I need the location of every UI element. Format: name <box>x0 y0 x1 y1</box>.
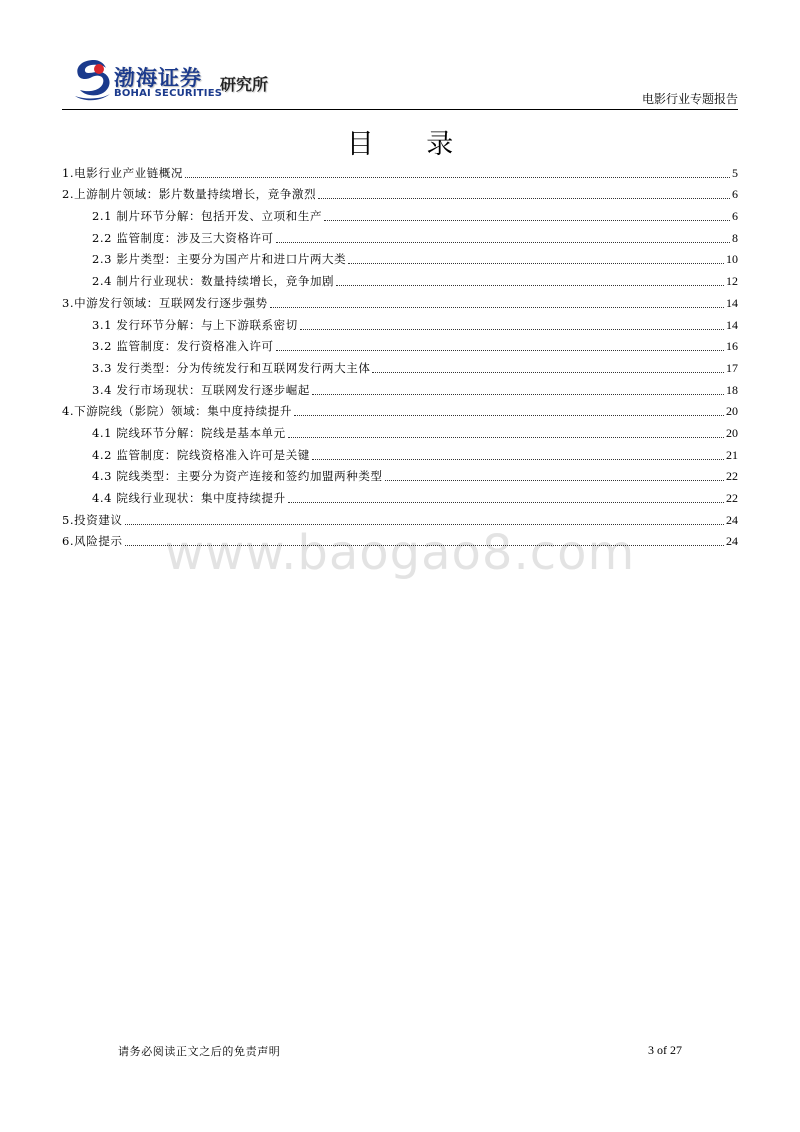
toc-entry[interactable] <box>62 159 738 181</box>
toc-entry[interactable] <box>62 441 738 463</box>
toc-dot-leader <box>348 263 724 264</box>
toc-entry-label: 1.电影行业产业链概况 <box>62 165 184 180</box>
toc-dot-leader <box>276 242 730 243</box>
toc-entry[interactable] <box>62 246 738 268</box>
toc-dot-leader <box>312 394 724 395</box>
toc-entry-label: 5.投资建议 <box>62 512 123 527</box>
toc-entry-label: 2.4 制片行业现状：数量持续增长，竞争加剧 <box>92 274 335 289</box>
toc-entry-label: 4.1 院线环节分解：院线是基本单元 <box>92 425 286 440</box>
toc-entry[interactable] <box>62 181 738 203</box>
toc-dot-leader <box>185 177 730 178</box>
toc-entry-page: 24 <box>726 534 738 549</box>
toc-entry-label: 3.2 监管制度：发行资格准入许可 <box>92 339 274 354</box>
toc-entry-page: 14 <box>726 317 738 332</box>
toc-entry[interactable] <box>62 224 738 246</box>
toc-dot-leader <box>288 437 724 438</box>
toc-entry-page: 18 <box>726 382 738 397</box>
toc-entry-page: 16 <box>726 339 738 354</box>
toc-dot-leader <box>288 502 724 503</box>
toc-title: 目 录 <box>346 129 476 160</box>
toc-entry[interactable] <box>62 311 738 333</box>
toc-entry[interactable] <box>62 289 738 311</box>
brand-name-cn: 渤海证券 <box>114 66 202 90</box>
institute-name: 研究所 <box>220 75 269 94</box>
toc-dot-leader <box>318 198 730 199</box>
toc-dot-leader <box>294 415 724 416</box>
toc-entry-page: 8 <box>732 230 738 245</box>
toc-entry-page: 17 <box>726 360 738 375</box>
toc-entry[interactable] <box>62 484 738 506</box>
toc-entry-label: 4.3 院线类型：主要分为资产连接和签约加盟两种类型 <box>92 469 383 484</box>
toc-entry-label: 4.下游院线（影院）领域：集中度持续提升 <box>62 404 292 419</box>
page-indicator: 3 of 27 <box>648 1043 682 1057</box>
toc-entry-label: 2.1 制片环节分解：包括开发、立项和生产 <box>92 209 323 224</box>
toc-entry[interactable] <box>62 354 738 376</box>
toc-entry-label: 3.4 发行市场现状：互联网发行逐步崛起 <box>92 382 310 397</box>
toc-entry[interactable] <box>62 333 738 355</box>
toc-entry-label: 2.上游制片领域：影片数量持续增长，竞争激烈 <box>62 187 317 202</box>
bohai-logo-icon <box>72 58 112 102</box>
toc-entry-page: 6 <box>732 187 738 202</box>
toc-entry-label: 2.3 影片类型：主要分为国产片和进口片两大类 <box>92 252 347 267</box>
report-type-label: 电影行业专题报告 <box>641 92 738 106</box>
toc-entry-label: 2.2 监管制度：涉及三大资格许可 <box>92 230 274 245</box>
page-header <box>62 58 738 110</box>
toc-entry[interactable] <box>62 463 738 485</box>
toc-entry-page: 20 <box>726 425 738 440</box>
toc-entry[interactable] <box>62 202 738 224</box>
toc-entry-page: 12 <box>726 274 738 289</box>
toc-entry[interactable] <box>62 267 738 289</box>
toc-dot-leader <box>276 350 724 351</box>
toc-entry-label: 3.1 发行环节分解：与上下游联系密切 <box>92 317 298 332</box>
toc-entry-page: 24 <box>726 512 738 527</box>
toc-entry-label: 6.风险提示 <box>62 534 123 549</box>
toc-entry[interactable] <box>62 419 738 441</box>
toc-dot-leader <box>270 307 724 308</box>
watermark: www.baogao8.com <box>164 525 636 581</box>
toc-dot-leader <box>336 285 724 286</box>
toc-dot-leader <box>324 220 730 221</box>
table-of-contents <box>62 159 738 549</box>
toc-entry-page: 5 <box>732 165 738 180</box>
toc-dot-leader <box>312 459 724 460</box>
toc-entry[interactable] <box>62 376 738 398</box>
toc-entry-page: 6 <box>732 209 738 224</box>
toc-entry-page: 20 <box>726 404 738 419</box>
toc-entry-label: 3.3 发行类型：分为传统发行和互联网发行两大主体 <box>92 360 371 375</box>
toc-dot-leader <box>372 372 724 373</box>
toc-entry-label: 4.4 院线行业现状：集中度持续提升 <box>92 491 286 505</box>
header-divider <box>62 109 738 110</box>
brand-name-en: BOHAI SECURITIES <box>114 88 223 99</box>
toc-entry-label: 3.中游发行领域：互联网发行逐步强势 <box>62 295 268 310</box>
toc-entry-page: 10 <box>726 252 738 267</box>
toc-entry-page: 14 <box>726 295 738 310</box>
toc-entry[interactable] <box>62 398 738 420</box>
toc-entry-label: 4.2 监管制度：院线资格准入许可是关键 <box>92 447 310 462</box>
toc-dot-leader <box>385 480 724 481</box>
toc-entry-page: 22 <box>726 469 738 484</box>
toc-dot-leader <box>300 329 724 330</box>
toc-entry-page: 21 <box>726 447 738 462</box>
toc-entry-page: 22 <box>726 491 738 505</box>
footer-disclaimer: 请务必阅读正文之后的免责声明 <box>118 1045 281 1058</box>
